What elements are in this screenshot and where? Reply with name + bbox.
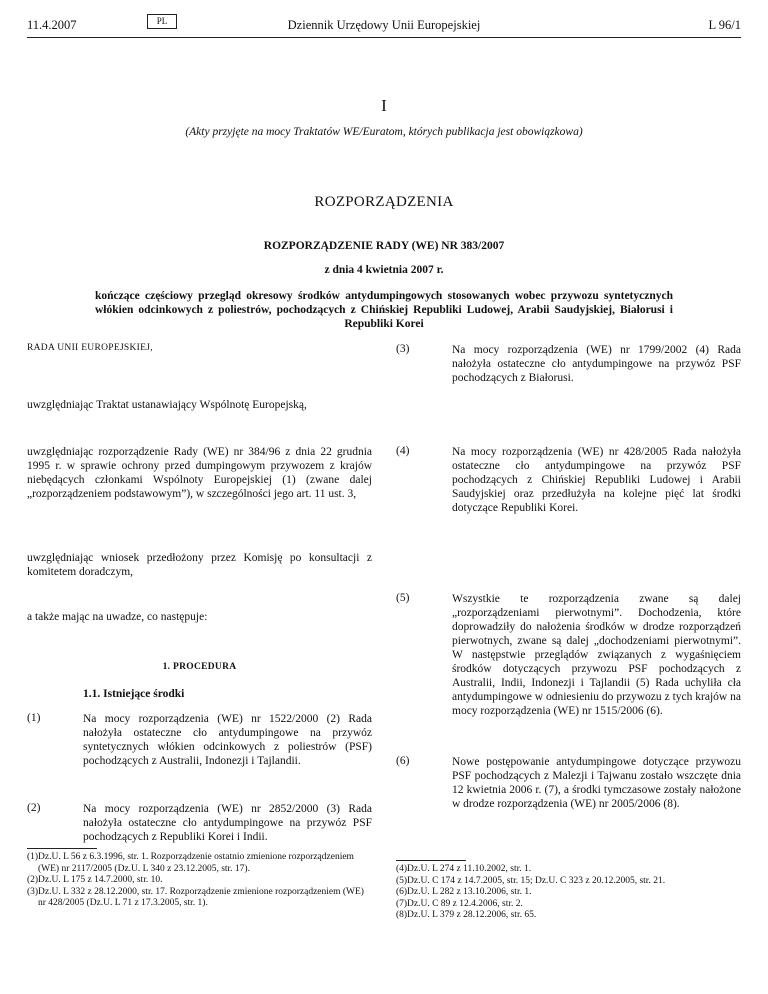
recital-number: (3) [396, 343, 410, 355]
preamble-treaty: uwzględniając Traktat ustanawiający Wspólnotę Europejską, [27, 399, 307, 411]
language-badge: PL [147, 14, 177, 29]
footnote: (3) Dz.U. L 332 z 28.12.2000, str. 17. Rozporządzenie zmienione rozporządzeniem (WE) nr 428/2005 (Dz.U. L 71 z 17.3.2005, str. 1). [27, 886, 364, 908]
footnote: (6) Dz.U. L 282 z 13.10.2006, str. 1. [396, 887, 532, 897]
regulation-date: z dnia 4 kwietnia 2007 r. [324, 264, 444, 276]
part-number: I [381, 96, 387, 115]
footnote: (1) Dz.U. L 56 z 6.3.1996, str. 1. Rozporządzenie ostatnio zmienione rozporządzeniem (WE) nr 2117/2005 (Dz.U. L 340 z 23.12.2005, str. 17). [27, 852, 354, 874]
recital-number: (5) [396, 592, 410, 604]
preamble-regulation: uwzględniając rozporządzenie Rady (WE) nr 384/96 z dnia 22 grudnia 1995 r. w sprawie ochrony przed dumpingowym przywozem z krajów niebędących członkami Wspólnoty Europejskiej (1) (zwane dalej „rozporządzeniem podstawowym”), w szczególności jego art. 11 ust. 3, [27, 446, 372, 500]
acts-note: (Akty przyjęte na mocy Traktatów WE/Euratom, których publikacja jest obowiązkowa) [185, 126, 583, 138]
footnote-rule [27, 848, 97, 849]
section-title: ROZPORZĄDZENIA [314, 194, 454, 210]
recital-6: Nowe postępowanie antydumpingowe dotyczące przywozu PSF pochodzących z Malezji i Tajwanu zostało wszczęte dnia 12 kwietnia 2006 r. (7), a środki tymczasowe zostały nałożone w drodze rozporządzenia (WE) nr 2005/2006 (8). [452, 756, 741, 810]
recital-number: (2) [27, 802, 41, 814]
publication-date: 11.4.2007 [27, 18, 77, 32]
recital-1: Na mocy rozporządzenia (WE) nr 1522/2000 (2) Rada nałożyła ostateczne cło antydumpingowe na przywóz syntetycznych włókien odcinkowych z poliestrów (PSF) pochodzących z Australii, Indonezji i Tajlandii. [83, 713, 372, 767]
subsection-heading: 1.1. Istniejące środki [83, 688, 185, 700]
recital-number: (4) [396, 445, 410, 457]
footnote: (7) Dz.U. C 89 z 12.4.2006, str. 2. [396, 898, 523, 909]
regulation-title: ROZPORZĄDZENIE RADY (WE) NR 383/2007 [263, 240, 505, 252]
recital-number: (1) [27, 712, 41, 724]
regulation-subject: kończące częściowy przegląd okresowy środków antydumpingowych stosowanych wobec przywozu syntetycznych włókien odcinkowych z poliestrów, pochodzących z Chińskiej Republiki Ludowej, Arabii Saudyjskiej, Białorusi i Republiki Korei [95, 290, 673, 330]
journal-title: Dziennik Urzędowy Unii Europejskiej [287, 18, 481, 32]
recital-4: Na mocy rozporządzenia (WE) nr 428/2005 Rada nałożyła ostateczne cło antydumpingowe na przywóz PSF pochodzących z Chińskiej Republiki Ludowej i Arabii Saudyjskiej oraz przedłużyła na kolejne pięć lat środki dotyczące Republiki Korei. [452, 446, 741, 514]
footnotes-left [27, 852, 372, 910]
footnote: (5) Dz.U. C 174 z 14.7.2005, str. 15; Dz.U. C 323 z 20.12.2005, str. 21. [396, 875, 666, 886]
whereas-clause: a także mając na uwadze, co następuje: [27, 611, 208, 623]
footnote-rule [396, 860, 466, 861]
recital-2: Na mocy rozporządzenia (WE) nr 2852/2000 (3) Rada nałożyła ostateczne cło antydumpingowe na przywóz PSF pochodzących z Republiki Korei i Indii. [83, 803, 372, 843]
recital-5: Wszystkie te rozporządzenia zwane są dalej „rozporządzeniami pierwotnymi”. Dochodzenia, które doprowadziły do nałożenia środków w drodze rozporządzeń pierwotnych, zwane są dalej „dochodzeniami pierwotnymi”. W następstwie przeglądów związanych z wygaśnięciem środków dotyczących przywozu PSF pochodzących z Australii, Indii, Indonezji i Tajlandii (5) Rada uchyliła cła antydumpingowe w odniesieniu do przywozu z tych krajów na mocy rozporządzenia (WE) nr 1515/2006 (6). [452, 593, 741, 717]
footnote: (8) Dz.U. L 379 z 28.12.2006, str. 65. [396, 910, 537, 920]
section-heading: 1. PROCEDURA [162, 662, 237, 672]
footnotes-right [396, 864, 741, 922]
header-rule [27, 37, 741, 38]
footnote: (2) Dz.U. L 175 z 14.7.2000, str. 10. [27, 875, 163, 885]
footnote: (4) Dz.U. L 274 z 11.10.2002, str. 1. [396, 864, 532, 874]
council-heading: RADA UNII EUROPEJSKIEJ, [27, 343, 153, 353]
preamble-proposal: uwzględniając wniosek przedłożony przez Komisję po konsultacji z komitetem doradczym, [27, 552, 372, 578]
recital-3: Na mocy rozporządzenia (WE) nr 1799/2002 (4) Rada nałożyła ostateczne cło antydumpingowe na przywóz PSF pochodzących z Białorusi. [452, 344, 741, 384]
page-reference: L 96/1 [708, 18, 741, 32]
recital-number: (6) [396, 755, 410, 767]
